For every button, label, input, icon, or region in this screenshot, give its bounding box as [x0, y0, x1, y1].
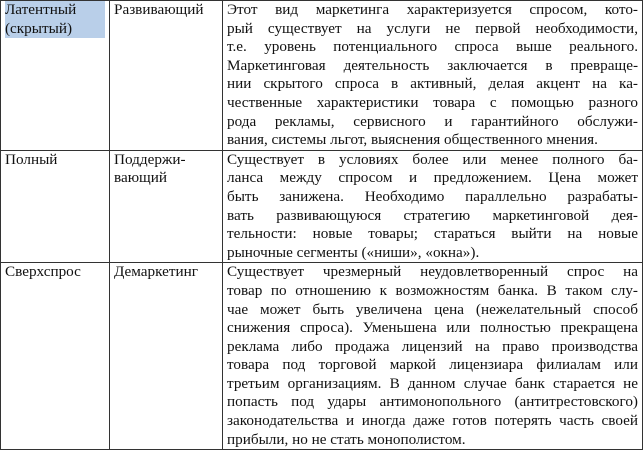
strategy-cell — [110, 150, 223, 263]
description-line: рый существует на услуги не первой необходимости, — [227, 19, 638, 37]
table-row-overdemand — [1, 263, 643, 450]
description-line: товара под торговой маркой лицензиара филиалам или — [227, 356, 638, 374]
description-line: законодательства и иногда даже готов потерять часть своей — [227, 412, 638, 430]
description-line: третьим организациям. В данном случае банк старается не — [227, 374, 638, 392]
description-line: вания, системы льгот, выяснения общественного мнения. — [227, 131, 598, 149]
strategy-line: Поддержи- — [114, 150, 186, 168]
demand-type-line: (скрытый) — [5, 20, 105, 39]
description-line: Маркетинговая деятельность заключается в превраще- — [227, 56, 638, 74]
description-line: ланса между спросом и предложением. Цена может — [227, 169, 638, 187]
description-line: Существует чрезмерный неудовлетворенный спрос на — [227, 263, 638, 281]
description-cell — [223, 263, 643, 450]
description-line: рыночные сегменты («ниши», «окна»). — [227, 243, 480, 261]
description-line: снижения спроса). Уменьшена или полностью прекращена — [227, 319, 638, 337]
description-line: Этот вид маркетинга характеризуется спросом, кото- — [227, 1, 638, 18]
description-line: вать развивающуюся стратегию маркетинговой дея- — [227, 206, 638, 224]
description-line: попасть под удары антимонопольного (антитрестовского) — [227, 393, 638, 411]
description-cell — [223, 150, 643, 263]
description-line: т.е. уровень потенциального спроса выше реального. — [227, 38, 638, 56]
description-line: товар по отношению к возможностям банка. В таком слу- — [227, 281, 638, 299]
demand-type-line: Сверхспрос — [5, 263, 81, 281]
description-line: тельности: новые товары; стараться выйти на новые — [227, 225, 638, 243]
description-cell — [223, 1, 643, 151]
demand-type-line: Латентный — [5, 1, 105, 20]
strategy-line: Развивающий — [114, 1, 204, 18]
description-line: реклама либо продажа лицензий на право производства — [227, 337, 638, 355]
description-line: быть занижена. Необходимо параллельно разрабаты- — [227, 187, 638, 205]
demand-type-cell — [1, 150, 110, 263]
strategy-line: Демаркетинг — [114, 263, 198, 281]
table-body — [1, 1, 643, 450]
table-row-full — [1, 150, 643, 263]
demand-type-cell — [1, 263, 110, 450]
description-line: чественные характеристики товара с помощью разного — [227, 93, 638, 111]
strategy-line: вающий — [114, 169, 168, 187]
strategy-cell — [110, 1, 223, 151]
description-line: чае может быть увеличена цена (нежелательный способ — [227, 300, 638, 318]
demand-type-line: Полный — [5, 150, 58, 168]
table-row-latent — [1, 1, 643, 151]
description-line: прибыли, но не стать монополистом. — [227, 430, 466, 448]
demand-type-cell — [1, 1, 110, 151]
description-line: рода рекламы, сервисного и гарантийного обслужи- — [227, 112, 638, 130]
description-line: Существует в условиях более или менее полного ба- — [227, 150, 638, 168]
strategy-cell — [110, 263, 223, 450]
description-line: нии скрытого спроса в активный, делая акцент на ка- — [227, 75, 638, 93]
